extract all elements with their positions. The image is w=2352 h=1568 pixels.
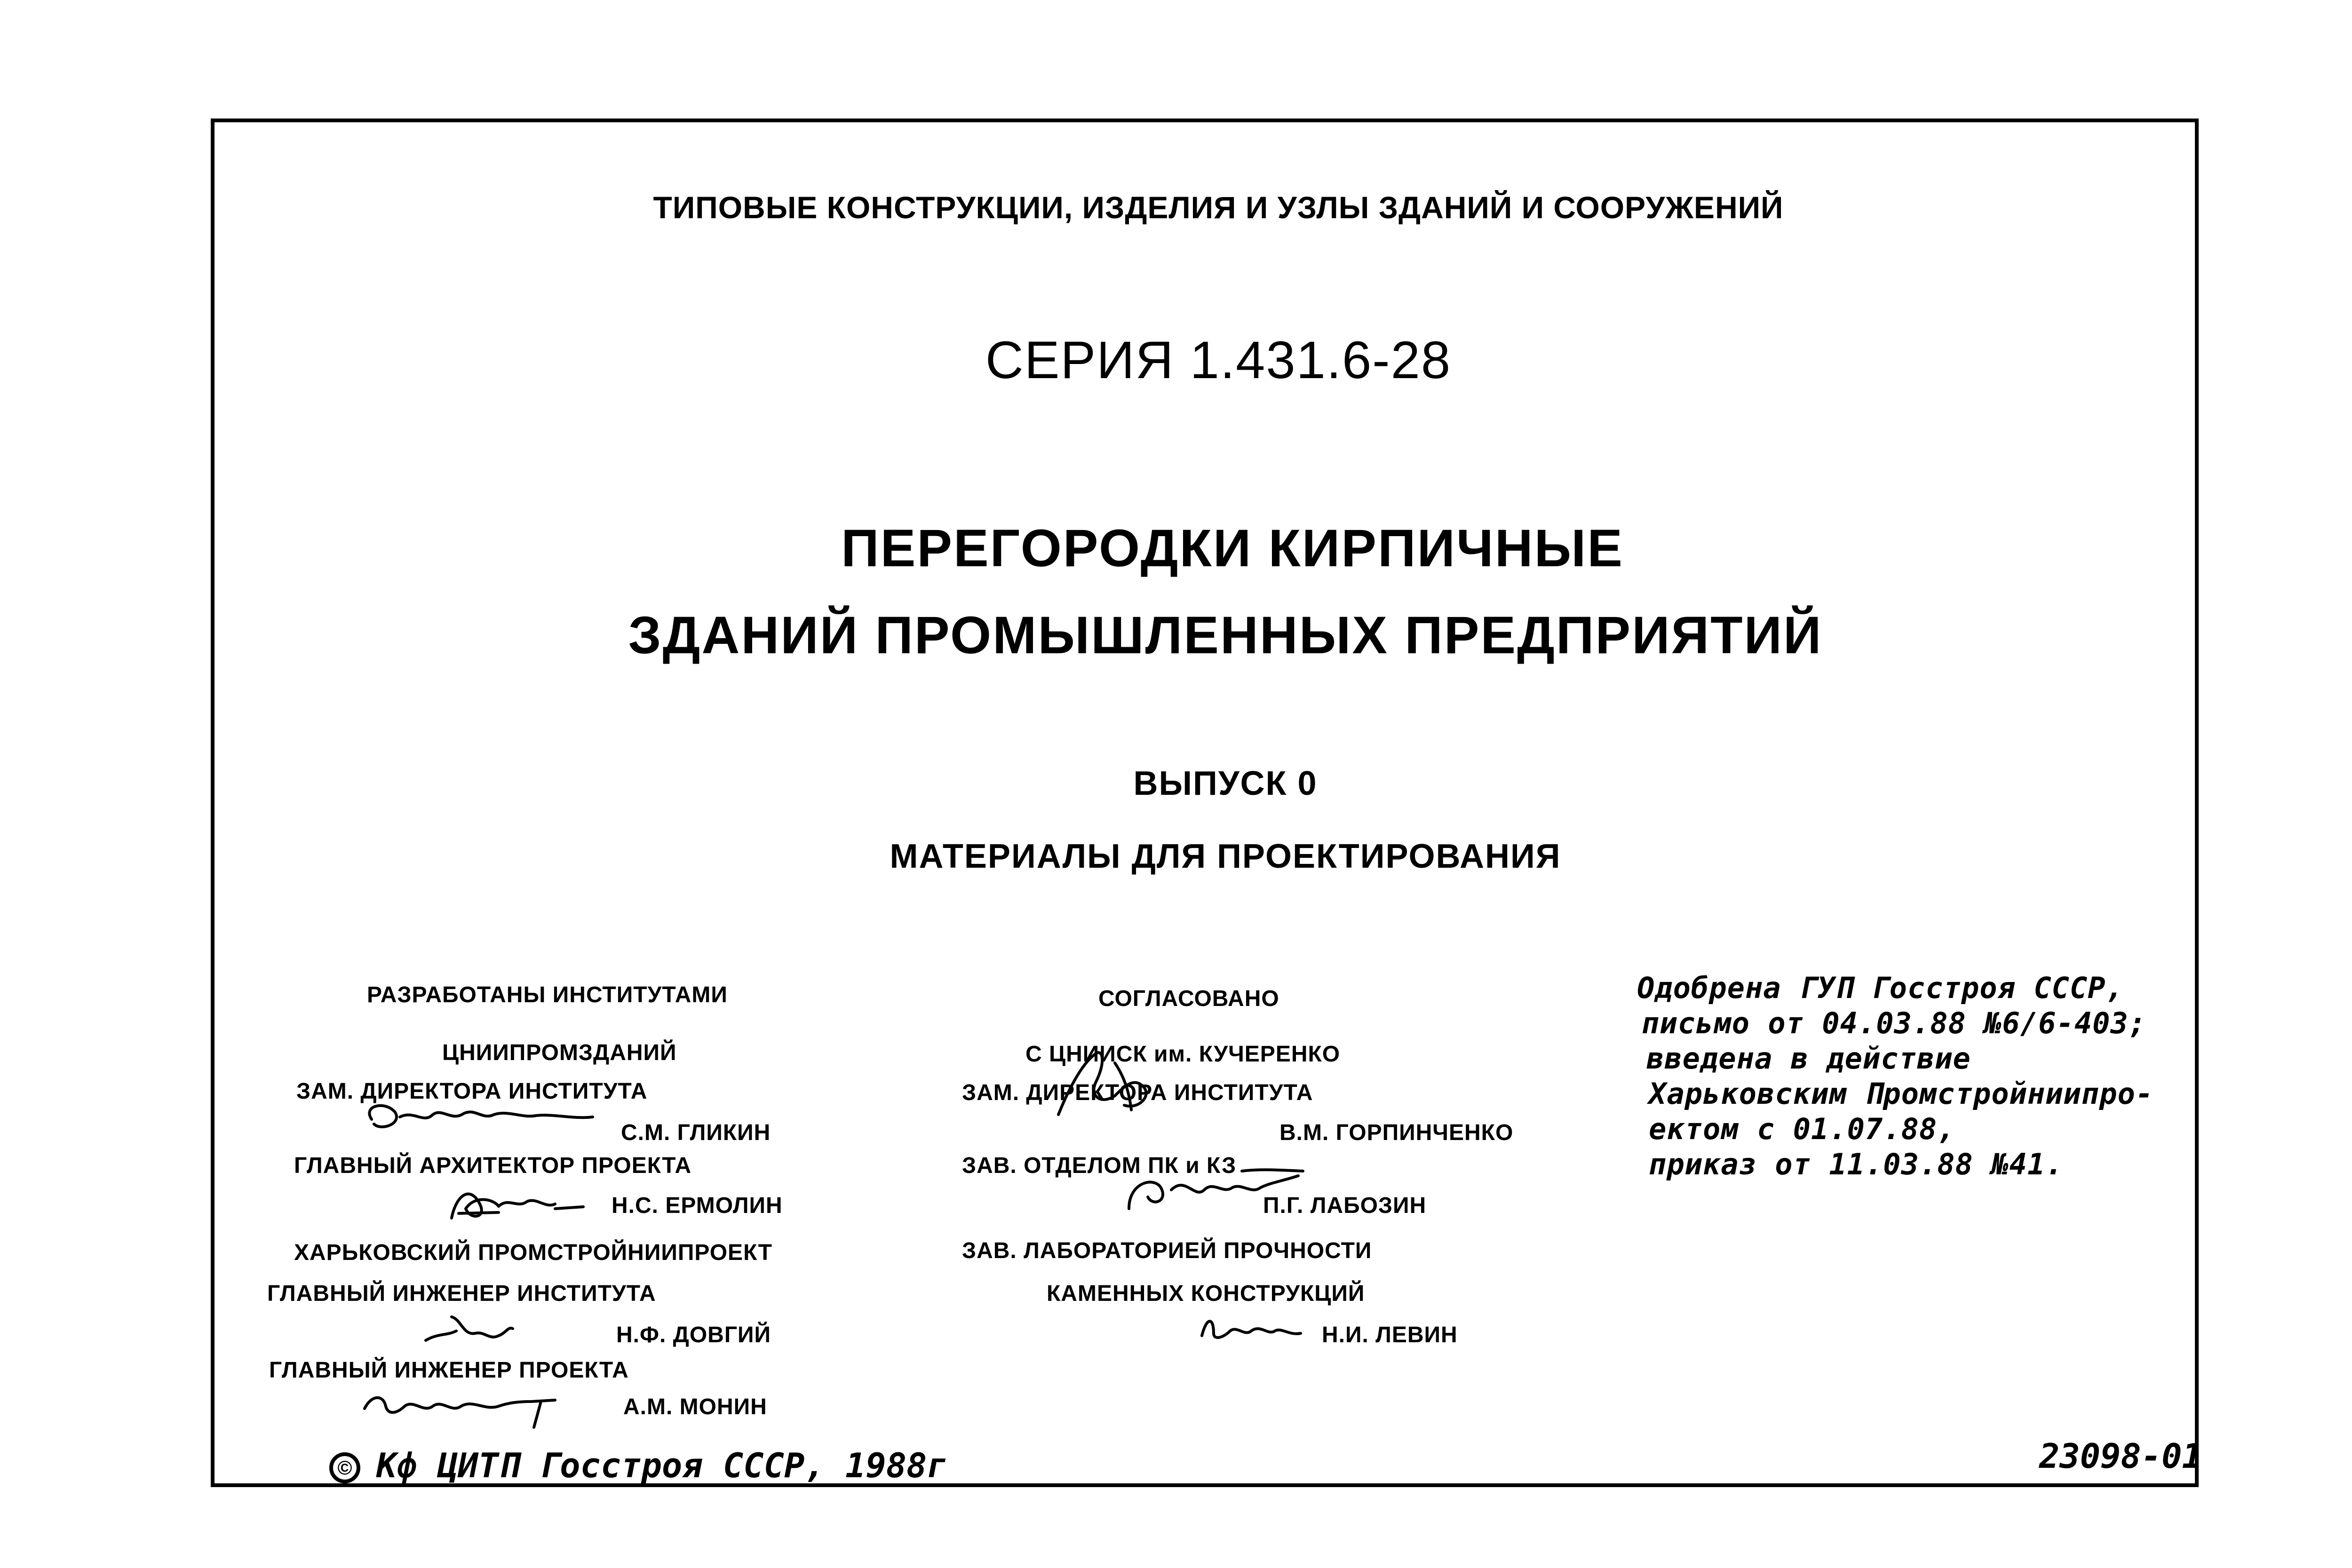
document-number: 23098-01: [2039, 1436, 2202, 1476]
copyright-symbol: ©: [329, 1452, 360, 1483]
developed-heading: РАЗРАБОТАНЫ ИНСТИТУТАМИ: [367, 982, 728, 1007]
agreed-name-2: П.Г. ЛАБОЗИН: [1263, 1193, 1427, 1218]
developed-institute-2: ХАРЬКОВСКИЙ ПРОМСТРОЙНИИПРОЕКТ: [294, 1240, 772, 1265]
agreed-heading: СОГЛАСОВАНО: [1098, 986, 1279, 1011]
agreed-name-3: Н.И. ЛЕВИН: [1322, 1323, 1458, 1347]
approval-line-4: Харьковским Промстройниипро-: [1649, 1077, 2154, 1111]
copyright-text: Кф ЦИТП Госстроя СССР, 1988г: [376, 1446, 947, 1485]
agreed-role-1: ЗАМ. ДИРЕКТОРА ИНСТИТУТА: [962, 1080, 1313, 1105]
issue-label: ВЫПУСК 0: [1133, 765, 1318, 802]
header-text: ТИПОВЫЕ КОНСТРУКЦИИ, ИЗДЕЛИЯ И УЗЛЫ ЗДАНИЙ И СООРУЖЕНИЙ: [653, 190, 1784, 225]
developed-role-1: ЗАМ. ДИРЕКТОРА ИНСТИТУТА: [296, 1079, 648, 1104]
developed-name-2: Н.С. ЕРМОЛИН: [612, 1193, 783, 1218]
agreed-role-3-line-2: КАМЕННЫХ КОНСТРУКЦИЙ: [1047, 1281, 1365, 1306]
title-line-2: ЗДАНИЙ ПРОМЫШЛЕННЫХ ПРЕДПРИЯТИЙ: [628, 606, 1823, 665]
signature-labozin: [1120, 1162, 1317, 1218]
approval-line-1: Одобрена ГУП Госстроя СССР,: [1637, 971, 2124, 1005]
title-line-1: ПЕРЕГОРОДКИ КИРПИЧНЫЕ: [841, 519, 1624, 578]
agreed-role-3-line-1: ЗАВ. ЛАБОРАТОРИЕЙ ПРОЧНОСТИ: [962, 1238, 1372, 1263]
approval-line-3: введена в действие: [1646, 1041, 1971, 1076]
series-number: СЕРИЯ 1.431.6-28: [985, 331, 1452, 389]
signature-levin: [1195, 1307, 1308, 1350]
developed-role-2: ГЛАВНЫЙ АРХИТЕКТОР ПРОЕКТА: [294, 1153, 692, 1178]
developed-role-3: ГЛАВНЫЙ ИНЖЕНЕР ИНСТИТУТА: [267, 1281, 656, 1306]
agreed-org: С ЦНИИСК им. КУЧЕРЕНКО: [1025, 1042, 1341, 1067]
developed-name-1: С.М. ГЛИКИН: [621, 1120, 771, 1145]
signature-gorpinchenko: [1021, 1035, 1190, 1129]
agreed-role-2: ЗАВ. ОТДЕЛОМ ПК и КЗ: [962, 1153, 1237, 1178]
signature-ermolin: [442, 1176, 602, 1232]
signature-glikin: [358, 1091, 602, 1148]
developed-name-4: А.М. МОНИН: [623, 1394, 767, 1419]
copyright-line: [329, 1446, 947, 1485]
developed-institute-1: ЦНИИПРОМЗДАНИЙ: [442, 1040, 677, 1065]
approval-line-2: письмо от 04.03.88 №6/6-403;: [1642, 1006, 2147, 1040]
developed-name-3: Н.Ф. ДОВГИЙ: [616, 1323, 771, 1347]
approval-line-6: приказ от 11.03.88 №41.: [1649, 1147, 2064, 1181]
signature-monin: [358, 1380, 574, 1427]
issue-subtitle: МАТЕРИАЛЫ ДЛЯ ПРОЕКТИРОВАНИЯ: [890, 838, 1561, 875]
signature-dovgiy: [419, 1307, 522, 1354]
agreed-name-1: В.М. ГОРПИНЧЕНКО: [1279, 1120, 1514, 1145]
approval-line-5: ектом с 01.07.88,: [1649, 1112, 1955, 1146]
developed-role-4: ГЛАВНЫЙ ИНЖЕНЕР ПРОЕКТА: [269, 1358, 629, 1383]
